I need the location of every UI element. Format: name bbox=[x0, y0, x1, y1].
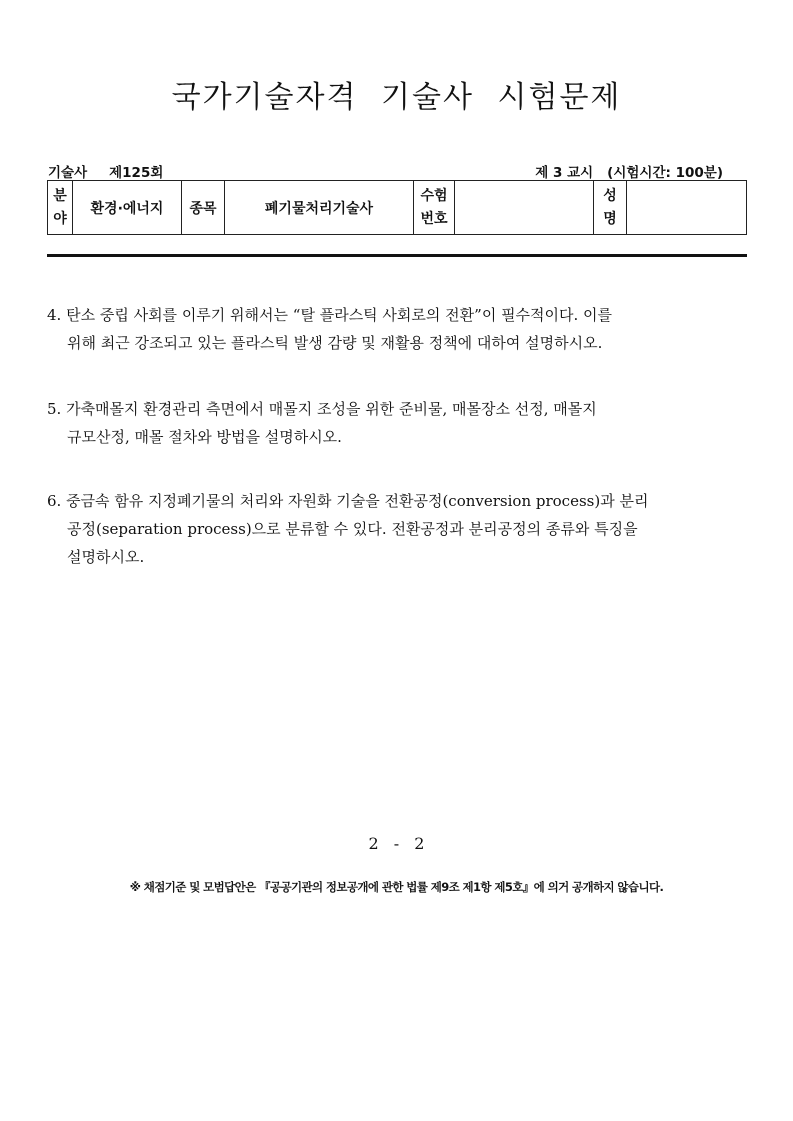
page-number: 2 - 2 bbox=[368, 834, 425, 853]
exam-number-label-cell: 수험 번호 bbox=[414, 181, 455, 235]
question-line: 4. 탄소 중립 사회를 이루기 위해서는 “탈 플라스틱 사회로의 전환”이 필수적이다. 이를 bbox=[47, 306, 613, 324]
exam-number-field[interactable] bbox=[455, 181, 594, 235]
item-label-cell: 종목 bbox=[182, 181, 225, 235]
question-line: 6. 중금속 함유 지정폐기물의 처리와 자원화 기술을 전환공정(conversion process)과 분리 bbox=[47, 492, 649, 510]
name-label-cell: 성 명 bbox=[594, 181, 627, 235]
exam-session bbox=[535, 161, 723, 181]
page-title: 국가기술자격 기술사 시험문제 bbox=[171, 80, 622, 115]
exam-round: 제125회 bbox=[109, 165, 164, 181]
info-table bbox=[47, 180, 747, 235]
question-line: 설명하시오. bbox=[67, 548, 145, 566]
name-field[interactable] bbox=[627, 181, 747, 235]
question-5 bbox=[47, 395, 747, 451]
item-value-cell: 폐기물처리기술사 bbox=[225, 181, 414, 235]
exam-time: (시험시간: 100분) bbox=[607, 165, 723, 181]
exam-category bbox=[48, 161, 163, 181]
field-value-cell: 환경·에너지 bbox=[73, 181, 182, 235]
question-line: 5. 가축매몰지 환경관리 측면에서 매몰지 조성을 위한 준비물, 매몰장소 선정, 매몰지 bbox=[47, 400, 597, 418]
divider-rule bbox=[47, 254, 747, 257]
footnote: ※ 채점기준 및 모범답안은 『공공기관의 정보공개에 관한 법률 제9조 제1항 제5호』에 의거 공개하지 않습니다. bbox=[129, 880, 664, 894]
question-line: 위해 최근 강조되고 있는 플라스틱 발생 감량 및 재활용 정책에 대하여 설명하시오. bbox=[67, 334, 603, 352]
field-label-cell: 분 야 bbox=[48, 181, 73, 235]
category-label: 기술사 bbox=[48, 165, 88, 181]
question-line: 규모산정, 매몰 절차와 방법을 설명하시오. bbox=[67, 428, 342, 446]
question-line: 공정(separation process)으로 분류할 수 있다. 전환공정과 분리공정의 종류와 특징을 bbox=[67, 520, 638, 538]
session-label: 제 3 교시 bbox=[535, 165, 594, 181]
question-4 bbox=[47, 301, 747, 357]
question-6 bbox=[47, 487, 747, 571]
